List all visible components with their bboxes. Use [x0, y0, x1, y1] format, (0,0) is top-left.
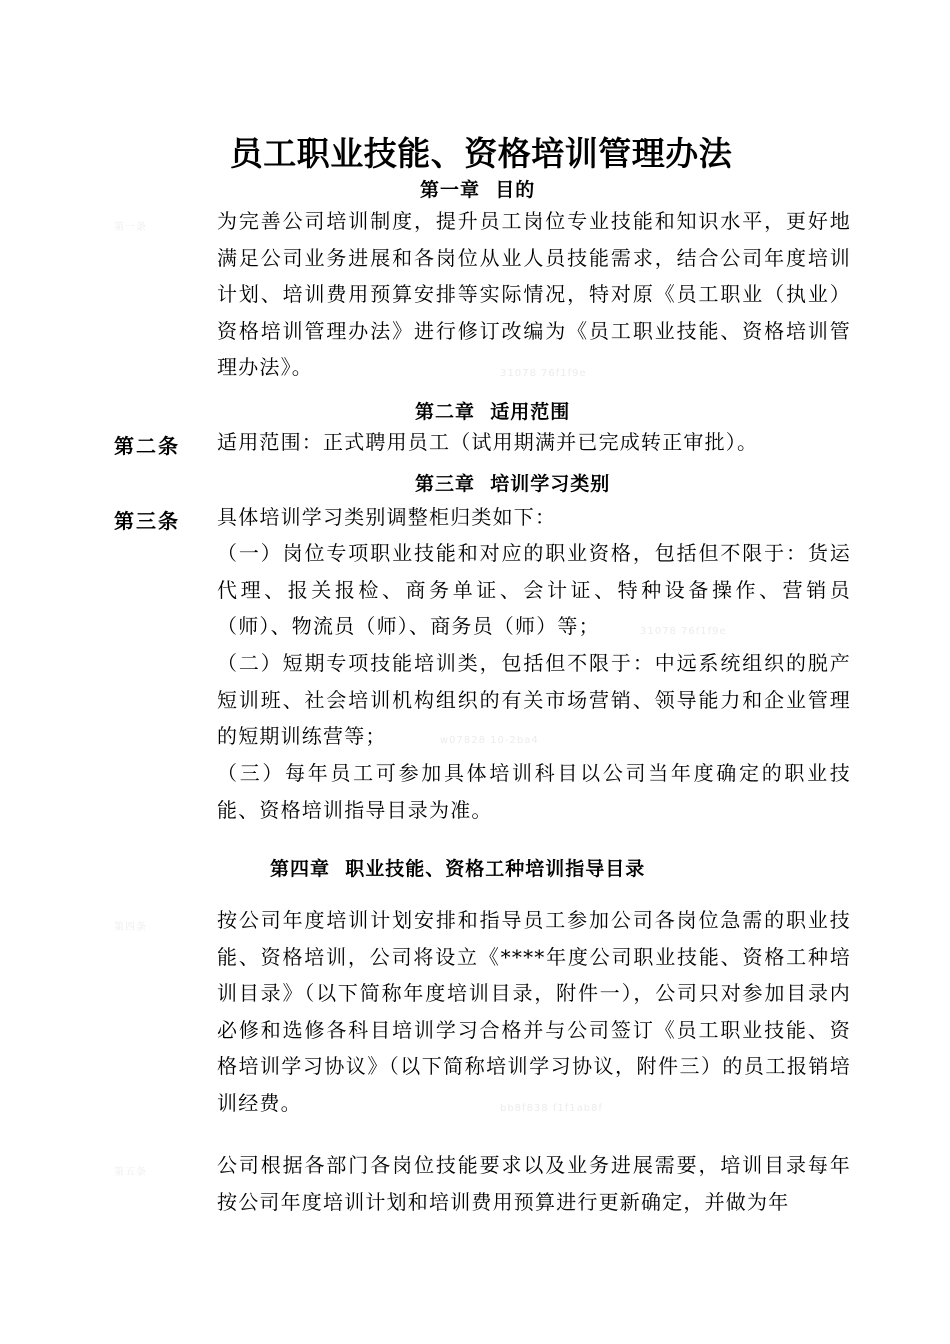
chapter-3-heading: 第三章 培训学习类别: [415, 473, 611, 495]
chapter-2-heading: 第二章 适用范围: [415, 401, 571, 423]
article-4-text: 按公司年度培训计划安排和指导员工参加公司各岗位急需的职业技能、资格培训，公司将设立《****年度公司职业技能、资格工种培训目录》（以下简称年度培训目录，附件一），公司只对参加目录内必修和选修各科目培训学习合格并与公司签订《员工职业技能、资格培训学习协议》（以下简称培训学习协议，附件三）的员工报销培训经费。: [217, 908, 851, 1115]
watermark-text: 31078 76f1f9e: [500, 368, 587, 379]
chapter-1-heading: 第一章 目的: [420, 179, 536, 201]
article-3-label: 第三条: [114, 509, 180, 533]
article-2-text: 适用范围：正式聘用员工（试用期满并已完成转正审批）。: [217, 430, 759, 454]
article-4-label: 第四条: [114, 922, 147, 933]
watermark-text: bb8f838 f1f1ab8f: [500, 1103, 603, 1114]
document-title: 员工职业技能、资格培训管理办法: [229, 134, 733, 173]
article-5-text: 公司根据各部门各岗位技能要求以及业务进展需要，培训目录每年按公司年度培训计划和培训费用预算进行更新确定，并做为年: [217, 1153, 851, 1214]
article-1-text: 为完善公司培训制度，提升员工岗位专业技能和知识水平，更好地满足公司业务进展和各岗位从业人员技能需求，结合公司年度培训计划、培训费用预算安排等实际情况，特对原《员工职业（执业）资格培训管理办法》进行修订改编为《员工职业技能、资格培训管理办法》。: [217, 209, 851, 379]
chapter-4-heading: 第四章 职业技能、资格工种培训指导目录: [270, 858, 646, 880]
article-3-item-1: （一）岗位专项职业技能和对应的职业资格，包括但不限于：货运代理、报关报检、商务单证、会计证、特种设备操作、营销员（师）、物流员（师）、商务员（师）等；: [217, 541, 851, 638]
article-3-item-3: （三）每年员工可参加具体培训科目以公司当年度确定的职业技能、资格培训指导目录为准。: [217, 761, 851, 822]
watermark-text: 31078 76f1f9e: [640, 626, 727, 637]
article-2-label: 第二条: [114, 434, 180, 458]
watermark-text: w07828 10-2ba4: [440, 735, 539, 746]
article-3-item-2: （二）短期专项技能培训类，包括但不限于：中远系统组织的脱产短训班、社会培训机构组织的有关市场营销、领导能力和企业管理的短期训练营等；: [217, 651, 851, 748]
article-1-label: 第一条: [114, 222, 147, 233]
article-5-label: 第五条: [114, 1167, 147, 1178]
article-3-intro: 具体培训学习类别调整柜归类如下：: [217, 505, 557, 529]
